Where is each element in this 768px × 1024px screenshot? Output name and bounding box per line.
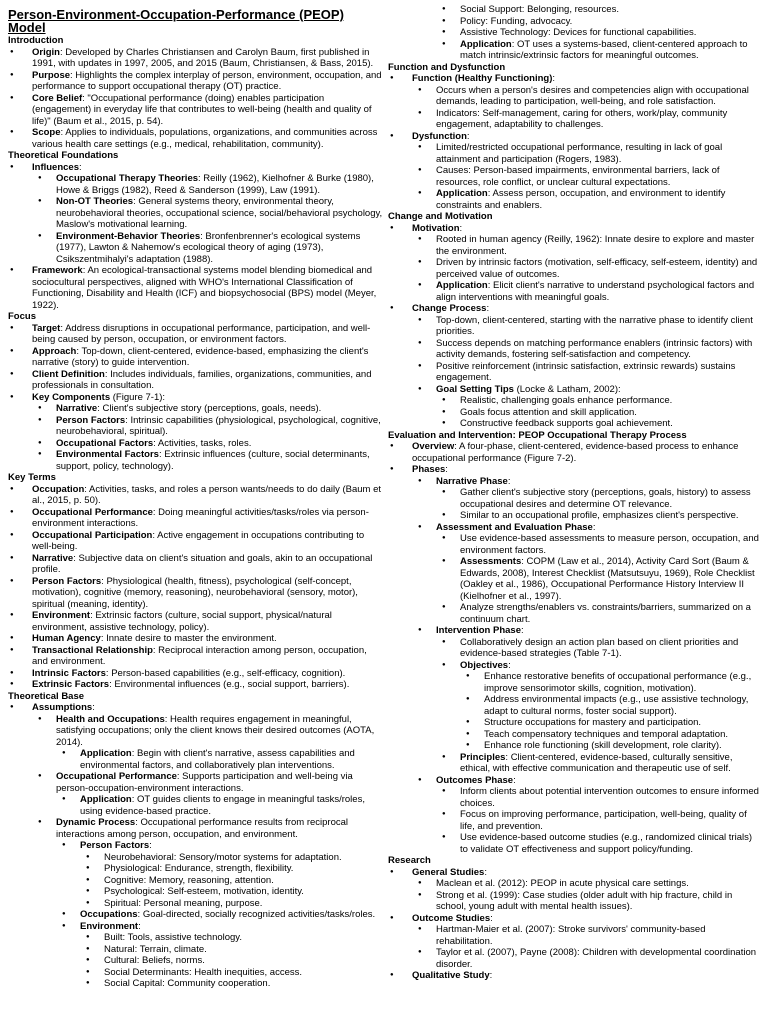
item-label: Environment	[80, 920, 139, 932]
section-heading: Evaluation and Intervention: PEOP Occupational Therapy Process	[388, 429, 687, 441]
list-item	[460, 671, 760, 694]
list-item	[80, 978, 383, 990]
item-label: Intervention Phase	[436, 625, 521, 636]
list-item	[80, 944, 383, 956]
section-heading: Focus	[8, 311, 36, 322]
bullet-list	[8, 47, 383, 151]
item-label: Narrative Phase	[436, 475, 508, 487]
item-label: Environment	[32, 610, 91, 621]
item-text: Social Capital: Community cooperation.	[104, 978, 271, 989]
section-heading: Key Terms	[8, 472, 56, 483]
item-label: Approach	[32, 345, 77, 357]
list-item	[436, 786, 760, 809]
list-item	[8, 507, 383, 530]
list-item	[436, 16, 760, 28]
bullet-list	[56, 748, 383, 771]
list-item	[8, 346, 383, 369]
item-label: General Studies	[412, 866, 485, 878]
item-text: : Client-centered, evidence-based, culturally sensitive, ethical, with effective communication and therapeutic use of self.	[460, 751, 733, 774]
list-item	[436, 510, 760, 522]
list-item	[8, 323, 383, 346]
item-text: : Extrinsic factors (culture, social support, physical/natural environment, assistive technology, policy).	[32, 610, 332, 633]
list-item	[56, 748, 383, 771]
item-text: : OT uses a systems-based, client-centered approach to match intrinsic/extrinsic factors for meaningful outcomes.	[460, 38, 748, 61]
list-item	[460, 729, 760, 741]
item-text: Analyze strengths/enablers vs. constraints/barriers, summarized on a continuum chart.	[460, 602, 751, 625]
list-item	[8, 633, 383, 645]
item-text: Limited/restricted occupational performance, resulting in lack of goal attainment and participation (Rogers, 1983).	[436, 142, 723, 165]
item-text: :	[138, 920, 141, 932]
item-label: Occupational Performance	[56, 771, 177, 782]
item-label: Phases	[412, 464, 446, 475]
item-label: Key Components	[32, 391, 111, 403]
section-heading: Theoretical Foundations	[8, 150, 119, 161]
item-text: : Begin with client's narrative, assess capabilities and environmental factors, and collaboratively plan interventions.	[80, 748, 355, 771]
item-label: Origin	[32, 46, 60, 58]
item-text: Rooted in human agency (Reilly, 1962): Innate desire to explore and master the environment.	[436, 234, 755, 257]
item-text: : "Occupational performance (doing) enables participation (engagement) in everyday life that contributes to well-being (health and quality of life)" (Baum et al., 2015, p. 54).	[32, 92, 372, 127]
bullet-list	[32, 403, 383, 472]
list-item	[412, 476, 760, 522]
item-label: Assumptions	[32, 702, 93, 713]
item-text: : An ecological-transactional systems model blending biomedical and sociocultural perspectives, aligned with WHO's International Classification of Functioning, Disability and Health (ICF) and biopsychosocial (BPS) model (Meyer, 1922).	[32, 265, 377, 311]
item-text: :	[79, 161, 82, 173]
list-item	[412, 775, 760, 856]
list-item	[412, 165, 760, 188]
list-item	[388, 441, 760, 464]
item-text: Causes: Person-based impairments, environmental barriers, lack of resources, role conflict, or unclear cultural expectations.	[436, 165, 720, 188]
item-label: Qualitative Study	[412, 970, 490, 981]
item-text: Collaboratively design an action plan based on client priorities and evidence-based strategies (Table 7-1).	[460, 636, 739, 659]
bullet-list	[80, 932, 383, 990]
list-item	[460, 694, 760, 717]
bullet-list	[388, 867, 760, 982]
item-label: Narrative	[32, 552, 74, 564]
list-item	[436, 533, 760, 556]
item-text: : Goal-directed, socially recognized activities/tasks/roles.	[137, 909, 376, 920]
bullet-list	[32, 714, 383, 990]
item-text: : Applies to individuals, populations, organizations, and communities across various health care settings (e.g., medical, rehabilitation, community).	[32, 127, 378, 150]
list-item	[436, 556, 760, 602]
list-item	[8, 127, 383, 150]
bullet-list	[8, 162, 383, 312]
list-item	[32, 403, 383, 415]
item-label: Occupational Performance	[32, 506, 153, 518]
bullet-list	[460, 671, 760, 752]
continued-application	[388, 39, 760, 62]
list-item	[56, 921, 383, 990]
item-text: : Bronfenbrenner's ecological systems (1977), Lawton & Nahemow's ecological theory of aging (1973), Csikszentmihalyi's adaptation (1988).	[56, 230, 361, 265]
list-item	[32, 817, 383, 990]
item-text: Physiological: Endurance, strength, flexibility.	[104, 863, 294, 874]
item-label: Scope	[32, 127, 61, 138]
list-item	[412, 890, 760, 913]
list-item	[32, 449, 383, 472]
right-column	[388, 4, 760, 982]
list-item	[388, 867, 760, 913]
item-text: (Figure 7-1):	[110, 391, 166, 403]
item-label: Non-OT Theories	[56, 196, 134, 207]
item-text: Structure occupations for mastery and participation.	[484, 717, 702, 728]
item-text: :	[466, 130, 470, 142]
list-item	[436, 4, 760, 16]
item-text: : General systems theory, environmental theory, neurobehavioral theories, occupational science, social/behavioral psychology, Maslow's motivational learning.	[56, 196, 383, 230]
list-item	[412, 234, 760, 257]
list-item	[412, 142, 760, 165]
bullet-list	[56, 840, 383, 990]
item-text: Constructive feedback supports goal achievement.	[460, 418, 673, 429]
list-item	[388, 73, 760, 131]
list-item	[412, 85, 760, 108]
item-text: Assistive Technology: Devices for functional capabilities.	[460, 27, 697, 38]
item-text: : Extrinsic influences (culture, social determinants, support, policy, technology).	[56, 449, 370, 472]
item-text: : Top-down, client-centered, evidence-based, emphasizing the client's narrative (story) to guide intervention.	[32, 345, 369, 368]
list-item	[32, 415, 383, 438]
item-label: Framework	[32, 265, 83, 276]
bullet-list	[8, 323, 383, 473]
item-label: Person Factors	[80, 840, 150, 851]
item-text: Psychological: Self-esteem, motivation, identity.	[104, 886, 304, 897]
item-label: Function (Healthy Functioning)	[412, 73, 553, 84]
item-text: Goals focus attention and skill application.	[460, 406, 637, 418]
item-text: :	[508, 659, 511, 671]
section-heading: Theoretical Base	[8, 690, 85, 702]
section-heading: Function and Dysfunction	[388, 61, 506, 73]
item-text: Positive reinforcement (intrinsic satisfaction, extrinsic rewards) sustains engagement.	[436, 360, 736, 383]
item-text: :	[521, 625, 524, 636]
list-item	[8, 93, 383, 128]
list-item	[80, 875, 383, 887]
list-item	[436, 487, 760, 510]
item-text: Social Support: Belonging, resources.	[460, 4, 619, 15]
item-label: Occupational Therapy Theories	[56, 173, 199, 184]
bullet-list	[388, 73, 760, 211]
item-text: : Subjective data on client's situation and goals, akin to an occupational profile.	[32, 552, 373, 575]
item-text: Maclean et al. (2012): PEOP in acute physical care settings.	[436, 878, 689, 889]
item-label: Goal Setting Tips	[436, 383, 514, 395]
item-label: Core Belief	[32, 92, 83, 104]
list-item	[436, 39, 760, 62]
bullet-list	[436, 637, 760, 775]
item-text: Indicators: Self-management, caring for others, work/play, community engagement, adaptability to challenges.	[436, 107, 728, 130]
item-text: : Environmental influences (e.g., social support, barriers).	[109, 679, 350, 690]
item-label: Outcome Studies	[412, 912, 491, 924]
item-text: Focus on improving performance, participation, well-being, quality of life, and prevention.	[460, 809, 747, 832]
item-text: : Address disruptions in occupational performance, participation, and well-being caused by person, occupation, or environment factors.	[32, 322, 371, 345]
list-item	[388, 303, 760, 430]
item-text: : Reciprocal interaction among person, occupation, and environment.	[32, 644, 367, 667]
list-item	[388, 223, 760, 304]
item-text: Occurs when a person's desires and competencies align with occupational demands, leading to participation, well-being, and role satisfaction.	[436, 84, 749, 107]
item-text: Strong et al. (1999): Case studies (older adult with hip fracture, child in school, young adult with mental health issues).	[436, 889, 733, 912]
bullet-list	[388, 223, 760, 430]
list-item	[412, 361, 760, 384]
list-item	[412, 108, 760, 131]
page-title: Person-Environment-Occupation-Performance (PEOP) Model	[8, 7, 344, 35]
bullet-list	[436, 395, 760, 430]
item-text: :	[459, 222, 463, 234]
item-text: Cognitive: Memory, reasoning, attention.	[104, 874, 274, 886]
item-label: Target	[32, 322, 61, 334]
bullet-list	[436, 487, 760, 522]
item-text: (Locke & Latham, 2002):	[513, 383, 621, 395]
item-text: : Intrinsic capabilities (physiological, psychological, cognitive, neurobehavioral, spiritual).	[56, 414, 381, 437]
item-text: : Reilly (1962), Kielhofner & Burke (1980), Howe & Briggs (1982), Reed & Sanderson (1999), Law (1991).	[56, 173, 374, 196]
item-label: Occupation	[32, 483, 85, 495]
list-item	[8, 610, 383, 633]
list-item	[8, 70, 383, 93]
item-text: : Activities, tasks, and roles a person wants/needs to do daily (Baum et al., 2015, p. 50).	[32, 483, 382, 506]
list-item	[436, 832, 760, 855]
list-item	[32, 714, 383, 772]
item-label: Dysfunction	[412, 130, 467, 142]
list-item	[412, 522, 760, 626]
list-item	[412, 878, 760, 890]
item-text: : A four-phase, client-centered, evidence-based process to enhance occupational performance (Figure 7-2).	[412, 441, 739, 464]
section-heading: Research	[388, 855, 431, 866]
bullet-list	[412, 315, 760, 430]
list-item	[80, 863, 383, 875]
bullet-list	[436, 39, 760, 62]
item-text: : Client's subjective story (perceptions, goals, needs).	[97, 403, 322, 414]
bullet-list	[80, 852, 383, 910]
list-item	[436, 602, 760, 625]
item-label: Client Definition	[32, 368, 105, 380]
bullet-list	[412, 234, 760, 303]
item-text: :	[484, 866, 487, 878]
list-item	[8, 265, 383, 311]
item-label: Application	[80, 748, 132, 759]
bullet-list	[412, 476, 760, 856]
list-item	[80, 886, 383, 898]
list-item	[8, 369, 383, 392]
list-item	[436, 809, 760, 832]
item-text: Teach compensatory techniques and temporal adaptation.	[484, 728, 728, 740]
item-text: Use evidence-based outcome studies (e.g., randomized clinical trials) to validate OT effectiveness and support policy/funding.	[460, 832, 752, 855]
list-item	[56, 794, 383, 817]
item-text: :	[552, 73, 556, 84]
item-label: Person Factors	[56, 414, 126, 426]
bullet-list	[32, 173, 383, 265]
item-label: Application	[436, 280, 488, 291]
item-label: Occupations	[80, 909, 138, 920]
list-item	[8, 702, 383, 990]
item-text: :	[592, 521, 596, 533]
item-text: Enhance role functioning (skill development, role clarity).	[484, 740, 722, 751]
bullet-list	[56, 794, 383, 817]
list-item	[8, 162, 383, 266]
list-item	[436, 27, 760, 39]
item-text: Policy: Funding, advocacy.	[460, 15, 573, 27]
list-item	[436, 418, 760, 430]
item-label: Human Agency	[32, 633, 101, 644]
bullet-list	[412, 924, 760, 970]
item-label: Influences	[32, 161, 79, 173]
list-item	[32, 231, 383, 266]
item-label: Intrinsic Factors	[32, 667, 106, 679]
list-item	[436, 637, 760, 660]
item-text: Hartman-Maier et al. (2007): Stroke survivors' community-based rehabilitation.	[436, 924, 706, 947]
item-text: : OT guides clients to engage in meaningful tasks/roles, using evidence-based practice.	[80, 794, 365, 817]
item-label: Health and Occupations	[56, 713, 165, 725]
item-text: Spiritual: Personal meaning, purpose.	[104, 897, 263, 909]
item-label: Purpose	[32, 69, 71, 81]
item-label: Outcomes Phase	[436, 774, 514, 786]
list-item	[80, 852, 383, 864]
list-item	[388, 131, 760, 212]
item-text: Address environmental impacts (e.g., use assistive technology, adapt to cultural norms, foster social support).	[484, 694, 749, 717]
item-label: Objectives	[460, 659, 509, 671]
item-text: Taylor et al. (2007), Payne (2008): Children with developmental coordination disorder.	[436, 947, 757, 970]
item-text: : Elicit client's narrative to understand psychological factors and align interventions with meaningful goals.	[436, 280, 755, 303]
list-item	[80, 967, 383, 979]
bullet-list	[436, 533, 760, 625]
item-label: Application	[460, 38, 512, 50]
item-text: : Developed by Charles Christiansen and Carolyn Baum, first published in 1991, with updates in 1997, 2005, and 2015 (Baum, Christiansen, & Bass, 2015).	[32, 46, 374, 69]
item-text: : Includes individuals, families, organizations, communities, and professionals in consultation.	[32, 368, 372, 391]
item-text: :	[489, 970, 493, 981]
item-label: Change Process	[412, 303, 487, 314]
item-text: :	[486, 303, 490, 314]
item-label: Assessment and Evaluation Phase	[436, 521, 593, 533]
list-item	[388, 913, 760, 971]
list-item	[80, 898, 383, 910]
item-label: Application	[436, 188, 488, 199]
bullet-list	[412, 85, 760, 131]
list-item	[412, 947, 760, 970]
list-item	[412, 384, 760, 430]
item-label: Person Factors	[32, 575, 102, 587]
item-text: : Health requires engagement in meaningful, satisfying occupations; only the client knows their desired outcomes (AOTA, 2014).	[56, 713, 375, 748]
item-text: : Occupational performance results from reciprocal interactions among person, occupation, and environment.	[56, 817, 348, 840]
section-heading: Change and Motivation	[388, 211, 493, 222]
list-item	[32, 196, 383, 231]
list-item	[80, 955, 383, 967]
bullet-list	[436, 4, 760, 39]
item-text: Natural: Terrain, climate.	[104, 943, 207, 955]
list-item	[460, 717, 760, 729]
item-label: Motivation	[412, 222, 460, 234]
bullet-list	[388, 441, 760, 855]
item-text: Driven by intrinsic factors (motivation, self-efficacy, self-esteem, identity) and perceived value of outcomes.	[436, 257, 758, 280]
list-item	[8, 679, 383, 691]
list-item	[8, 668, 383, 680]
list-item	[32, 771, 383, 817]
item-text: : Assess person, occupation, and environment to identify constraints and enablers.	[436, 188, 726, 211]
list-item	[56, 909, 383, 921]
list-item	[388, 970, 760, 982]
list-item	[412, 188, 760, 211]
list-item	[412, 625, 760, 775]
item-text: :	[490, 912, 493, 924]
item-label: Dynamic Process	[56, 817, 136, 828]
list-item	[8, 530, 383, 553]
list-item	[412, 257, 760, 280]
item-text: Cultural: Beliefs, norms.	[104, 955, 205, 966]
item-text: :	[513, 774, 516, 786]
bullet-list	[412, 142, 760, 211]
list-item	[436, 752, 760, 775]
list-item	[8, 47, 383, 70]
list-item	[8, 392, 383, 473]
item-label: Occupational Factors	[56, 437, 154, 449]
item-label: Principles	[460, 751, 506, 763]
bullet-list	[412, 878, 760, 913]
item-text: Social Determinants: Health inequities, access.	[104, 966, 303, 978]
item-text: Realistic, challenging goals enhance performance.	[460, 395, 673, 406]
item-text: : Supports participation and well-being via person-occupation-environment interactions.	[56, 771, 353, 794]
list-item	[412, 338, 760, 361]
item-text: : Highlights the complex interplay of person, environment, occupation, and performance to support occupational therapy (OT) practice.	[32, 69, 382, 92]
item-label: Narrative	[56, 403, 98, 414]
bullet-list	[8, 702, 383, 990]
item-text: Similar to an occupational profile, emphasizes client's perspective.	[460, 510, 739, 521]
bullet-list	[8, 484, 383, 691]
bullet-list	[436, 786, 760, 855]
item-text: : Activities, tasks, roles.	[153, 437, 252, 449]
list-item	[32, 173, 383, 196]
continued-list	[388, 4, 760, 39]
item-label: Transactional Relationship	[32, 644, 153, 656]
item-text: :	[507, 475, 511, 487]
item-text: Inform clients about potential intervention outcomes to ensure informed choices.	[460, 786, 759, 809]
item-text: Gather client's subjective story (perceptions, goals, history) to assess occupational desires and determine OT relevance.	[460, 487, 751, 510]
list-item	[388, 464, 760, 855]
item-text: : Doing meaningful activities/tasks/roles via person-environment interactions.	[32, 506, 369, 529]
item-text: : Innate desire to master the environment.	[100, 633, 277, 644]
item-text: Built: Tools, assistive technology.	[104, 932, 242, 943]
item-text: :	[149, 840, 152, 851]
item-label: Occupational Participation	[32, 529, 153, 541]
item-label: Overview	[412, 441, 455, 452]
section-heading: Introduction	[8, 35, 64, 46]
item-text: Use evidence-based assessments to measure person, occupation, and environment factors.	[460, 533, 759, 556]
list-item	[8, 553, 383, 576]
list-item	[460, 740, 760, 752]
item-text: : Physiological (health, fitness), psychological (self-concept, motivation), cognitive (memory, reasoning), neurobehavioral (sensory, motor), spiritual (meaning, identity).	[32, 575, 358, 610]
item-text: Top-down, client-centered, starting with the narrative phase to identify client priorities.	[436, 314, 753, 337]
item-label: Assessments	[460, 556, 522, 567]
list-item	[32, 438, 383, 450]
list-item	[412, 315, 760, 338]
list-item	[436, 407, 760, 419]
item-text: : Active engagement in occupations contributing to well-being.	[32, 529, 365, 552]
left-column	[8, 8, 383, 990]
item-text: Neurobehavioral: Sensory/motor systems for adaptation.	[104, 851, 342, 863]
item-label: Extrinsic Factors	[32, 679, 110, 690]
list-item	[436, 395, 760, 407]
item-label: Environmental Factors	[56, 449, 159, 460]
item-text: : COPM (Law et al., 2014), Activity Card Sort (Baum & Edwards, 2008), Interest Checklist (Matsutsuyu, 1969), Role Checklist (Oakley et al., 1986), Occupational Performance History Interview II (Kielhofner et al., 1997).	[460, 556, 755, 602]
list-item	[56, 840, 383, 909]
list-item	[8, 645, 383, 668]
list-item	[412, 280, 760, 303]
item-text: Enhance restorative benefits of occupational performance (e.g., improve sensorimotor skills, cognition, motivation).	[484, 671, 752, 694]
list-item	[412, 924, 760, 947]
list-item	[8, 576, 383, 611]
item-text: :	[445, 464, 448, 475]
item-text: : Person-based capabilities (e.g., self-efficacy, cognition).	[105, 667, 346, 679]
item-label: Environment-Behavior Theories	[56, 230, 201, 242]
list-item	[436, 660, 760, 752]
item-text: Success depends on matching performance enablers (intrinsic factors) with activity demands, fostering self-satisfaction and competency.	[436, 337, 753, 360]
item-label: Application	[80, 794, 132, 805]
list-item	[8, 484, 383, 507]
item-text: :	[92, 702, 95, 713]
list-item	[80, 932, 383, 944]
